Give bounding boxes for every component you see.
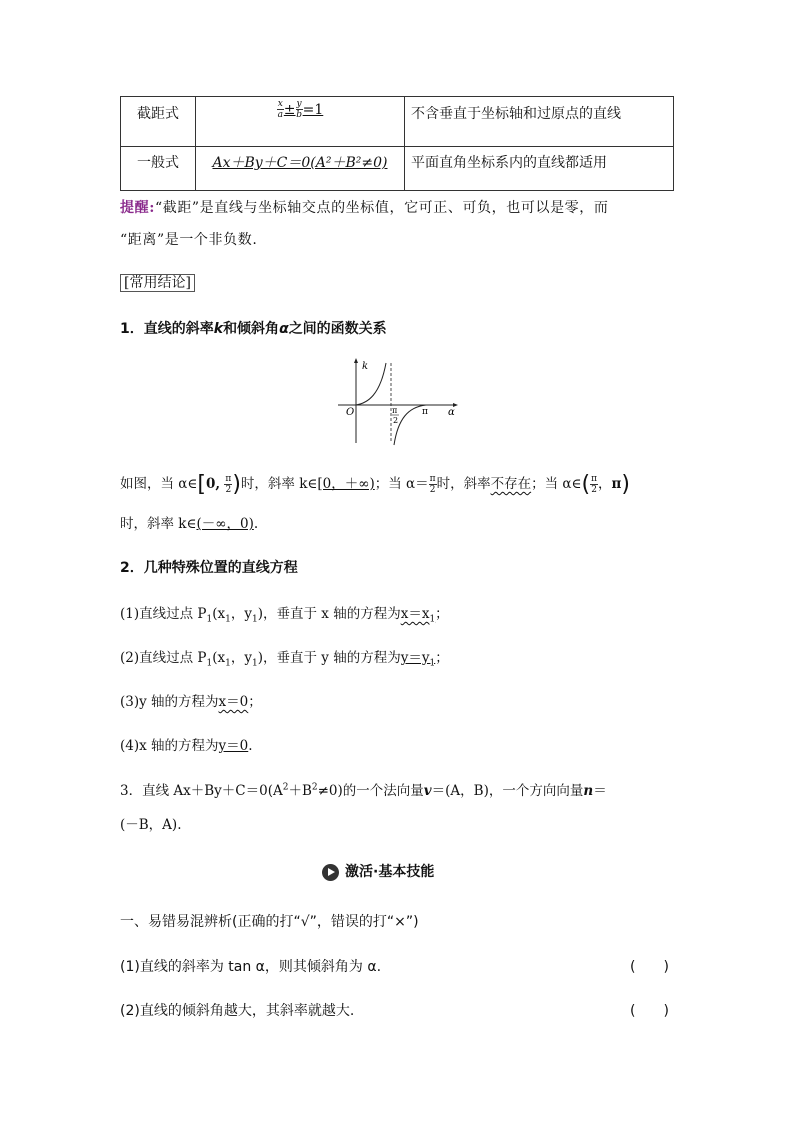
- text: 时，斜率: [436, 476, 491, 492]
- table-cell-equation: [196, 147, 405, 191]
- table-cell-name: [121, 147, 196, 191]
- text: ＋B: [288, 783, 312, 799]
- line-equation-table: [120, 96, 674, 191]
- section-title-text: 激活·基本技能: [345, 864, 435, 880]
- right-paren: ): [621, 472, 630, 497]
- item2-title: 2．几种特殊位置的直线方程: [120, 560, 298, 576]
- subscript: 1: [225, 614, 231, 625]
- text: ≠0)的一个法向量: [317, 783, 424, 799]
- text: (1)直线过点 P: [120, 606, 207, 622]
- table-row-intercept: [121, 97, 674, 147]
- table-cell-condition: [405, 147, 674, 191]
- curve-branch-left: [356, 363, 386, 405]
- item3-line-1: [120, 779, 607, 799]
- left-bracket: [: [197, 472, 206, 497]
- plus-minus: ±: [283, 101, 296, 118]
- right-paren: ): [232, 472, 241, 497]
- direction-vector-symbol: n: [583, 783, 594, 799]
- fraction-x-over-a: [277, 99, 284, 120]
- text: 1．直线的斜率: [120, 321, 214, 337]
- numerator: y: [296, 99, 302, 109]
- numerator: x: [277, 99, 283, 109]
- question-2: (2)直线的倾斜角越大，其斜率就越大.: [120, 1003, 355, 1019]
- item2-line-1: [120, 602, 449, 625]
- item1-title: [120, 318, 387, 338]
- item1-line-1: 如图，当 α∈[0, $\frac{\pi}{2}$ )时，斜率 k∈[0，＋∞)；当 α＝ $\frac{\pi}{2}$ 时，斜率不存在；当 α∈( $\frac{\pi}{2}$ ，π): [120, 472, 630, 497]
- subscript: 1: [252, 614, 258, 625]
- tip-text: “截距”是直线与坐标轴交点的坐标值，它可正、可负，也可以是零，而: [154, 200, 609, 216]
- slope-angle-graph: [336, 355, 462, 447]
- interval-start: 0,: [206, 476, 221, 492]
- denominator: b: [296, 110, 302, 120]
- text: ；当 α∈: [531, 476, 582, 492]
- answer-x-eq-x1: [400, 606, 436, 625]
- text: (x: [212, 606, 226, 622]
- table-row-general: [121, 147, 674, 191]
- answer-y-eq-y1: [400, 650, 436, 669]
- item2-line-3: [120, 690, 262, 710]
- normal-vector-symbol: v: [423, 783, 432, 799]
- alpha-axis-label: α: [448, 407, 455, 418]
- item2-line-2: [120, 646, 449, 669]
- text: ＝(A，B)，一个方向向量: [431, 783, 584, 799]
- tip-line-2: “距离”是一个非负数.: [120, 232, 258, 248]
- cell-text: 一般式: [137, 155, 179, 171]
- answer-blank-2[interactable]: ( ): [630, 1003, 669, 1019]
- text: 和倾斜角: [223, 321, 280, 337]
- section-title: [322, 861, 434, 881]
- exercise-heading: [120, 911, 419, 931]
- superscript: 2: [311, 782, 318, 793]
- text: ，y: [230, 606, 252, 622]
- text: 之间的函数关系: [288, 321, 387, 337]
- subscript: 1: [225, 658, 231, 669]
- text: (3)y 轴的方程为: [120, 694, 219, 710]
- text: ；: [435, 650, 449, 666]
- fraction-y-over-b: [296, 99, 303, 120]
- cell-text: 截距式: [137, 106, 179, 122]
- heading-text: 一、易错易混辨析(正确的打“√”，错误的打“×”): [120, 914, 419, 930]
- text: )，垂直于 y 轴的方程为: [257, 650, 401, 666]
- text: 3．直线 Ax＋By＋C＝0(A: [120, 783, 283, 799]
- text: (2)直线过点 P: [120, 650, 207, 666]
- left-paren: (: [581, 472, 591, 497]
- table-cell-name: [121, 97, 196, 147]
- y-axis-arrow: [354, 358, 358, 363]
- text: ；: [435, 606, 449, 622]
- cell-text: 不含垂直于坐标轴和过原点的直线: [411, 106, 621, 122]
- k-range-answer: [0，＋∞): [317, 476, 375, 492]
- text: (4)x 轴的方程为: [120, 738, 219, 754]
- text: 如图，当 α∈: [120, 476, 198, 492]
- tip-label: 提醒:: [120, 200, 155, 216]
- fraction-pi-over-2: $\frac{\pi}{2}$: [429, 474, 436, 495]
- origin-label: O: [346, 407, 355, 418]
- pi-bound: π: [611, 476, 622, 492]
- tip-line-1: [120, 197, 608, 217]
- text: .: [248, 738, 253, 754]
- intercept-formula: [277, 99, 324, 120]
- item2-line-4: [120, 734, 253, 754]
- text: ；: [248, 694, 262, 710]
- denominator: a: [277, 110, 283, 120]
- answer-y-eq-0: y＝0: [218, 738, 249, 754]
- fraction-pi-over-2: $\frac{\pi}{2}$: [225, 474, 232, 495]
- text: ＝: [593, 783, 607, 799]
- subscript: 1: [429, 658, 436, 669]
- answer-x-eq-0: x＝0: [218, 694, 249, 710]
- equals-one: =1: [302, 101, 324, 118]
- table-cell-equation: [196, 97, 405, 147]
- k-axis-label: k: [362, 361, 369, 372]
- text: ，y: [230, 650, 252, 666]
- superscript: 2: [282, 782, 289, 793]
- general-formula: Ax＋By＋C＝0(A²＋B²≠0): [212, 155, 388, 171]
- text: )，垂直于 x 轴的方程为: [257, 606, 401, 622]
- text: .: [253, 516, 259, 532]
- pi-half-numerator: π: [392, 406, 398, 415]
- subscript: 1: [206, 614, 213, 625]
- text: 时，斜率 k∈: [120, 516, 197, 532]
- pi-half-denominator: 2: [393, 416, 399, 425]
- subscript: 1: [252, 658, 258, 669]
- answer-blank-1[interactable]: ( ): [630, 959, 669, 975]
- fraction-pi-over-2: $\frac{\pi}{2}$: [591, 474, 598, 495]
- pi-tick-label: π: [422, 407, 428, 417]
- item1-line-2: [120, 512, 258, 532]
- text: x＝x: [400, 606, 430, 622]
- cell-text: 平面直角坐标系内的直线都适用: [411, 155, 607, 171]
- alpha-symbol: α: [279, 321, 289, 337]
- text: 时，斜率 k∈: [240, 476, 318, 492]
- text: (x: [212, 650, 226, 666]
- subscript: 1: [206, 658, 213, 669]
- tag-text: [常用结论]: [120, 274, 195, 292]
- conclusion-tag: [120, 272, 195, 292]
- subscript: 1: [429, 614, 436, 625]
- text: y＝y: [400, 650, 430, 666]
- k-symbol: k: [213, 321, 224, 337]
- question-1: (1)直线的斜率为 tan α，则其倾斜角为 α.: [120, 959, 382, 975]
- table-cell-condition: [405, 97, 674, 147]
- not-exist-answer: 不存在: [490, 476, 532, 492]
- text: ；当 α＝: [374, 476, 429, 492]
- play-icon: [322, 864, 339, 881]
- item3-line-2: (－B，A).: [120, 817, 182, 833]
- k-negative-range-answer: (－∞，0): [196, 516, 254, 532]
